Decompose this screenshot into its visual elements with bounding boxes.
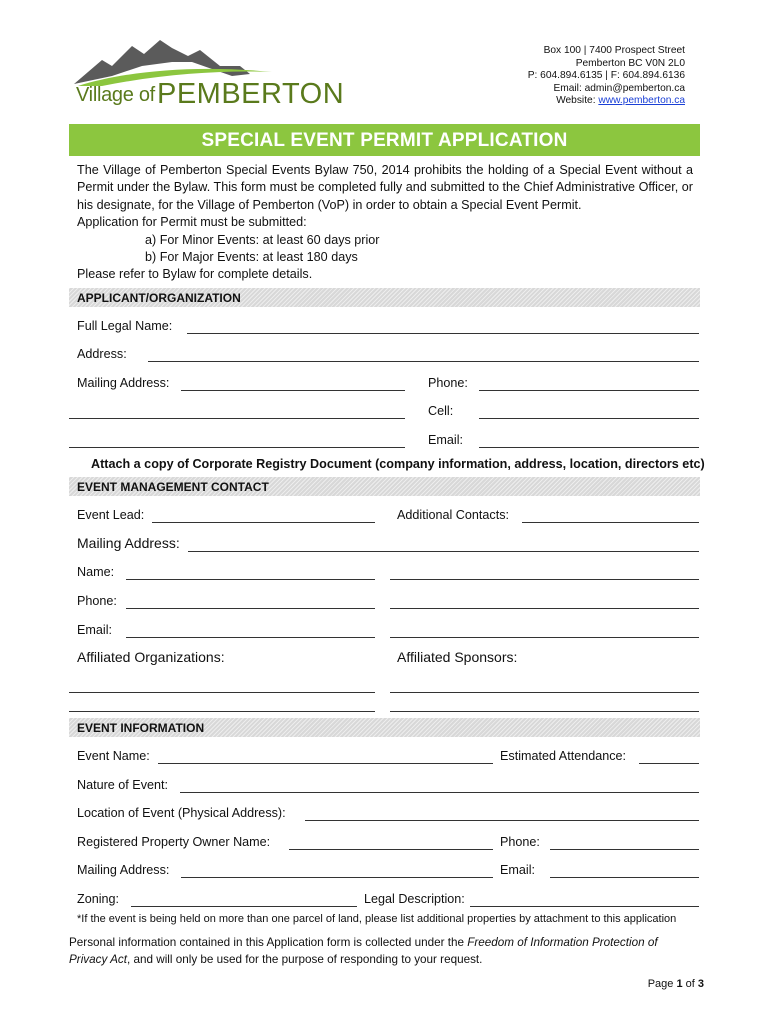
owner-name-field[interactable]: [289, 849, 493, 850]
owner-phone-field[interactable]: [550, 849, 699, 850]
contact-website: Website: www.pemberton.ca: [556, 95, 685, 107]
section-management-heading: EVENT MANAGEMENT CONTACT: [69, 477, 700, 496]
event-location-label: Location of Event (Physical Address):: [77, 806, 286, 820]
estimated-attendance-field[interactable]: [639, 763, 699, 764]
email-label: Email:: [428, 433, 463, 447]
affiliated-sponsors-field-1[interactable]: [390, 692, 699, 693]
mailing-address-field-2[interactable]: [69, 418, 405, 419]
owner-email-field[interactable]: [550, 877, 699, 878]
mgmt-phone-label: Phone:: [77, 594, 117, 608]
section-event-heading: EVENT INFORMATION: [69, 718, 700, 737]
contact-address: Box 100 | 7400 Prospect Street: [543, 45, 685, 56]
email-field[interactable]: [479, 447, 699, 448]
affiliated-sponsors-label: Affiliated Sponsors:: [397, 649, 518, 665]
intro-refer: Please refer to Bylaw for complete details.: [77, 267, 313, 282]
affiliated-orgs-label: Affiliated Organizations:: [77, 649, 225, 665]
intro-item-a: a) For Minor Events: at least 60 days prior: [145, 232, 380, 247]
page-number: Page 1 of 3: [647, 978, 704, 990]
intro-text: [77, 162, 693, 284]
estimated-attendance-label: Estimated Attendance:: [500, 749, 627, 763]
mailing-address-label: Mailing Address:: [77, 376, 170, 390]
mgmt-email-field[interactable]: [126, 637, 375, 638]
additional-email-field[interactable]: [390, 637, 699, 638]
legal-description-label: Legal Description:: [364, 892, 465, 906]
intro-submit-line: Application for Permit must be submitted:: [77, 215, 307, 230]
zoning-field[interactable]: [131, 906, 357, 907]
privacy-act-name: Freedom of Information Protection of Privacy Act: [69, 936, 658, 967]
mgmt-name-label: Name:: [77, 565, 115, 579]
owner-phone-label: Phone:: [500, 835, 540, 849]
affiliated-sponsors-field-2[interactable]: [390, 711, 699, 712]
additional-name-field[interactable]: [390, 579, 699, 580]
affiliated-orgs-field-2[interactable]: [69, 711, 375, 712]
additional-contacts-field[interactable]: [522, 522, 699, 523]
parcel-note: *If the event is being held on more than one parcel of land, please list additional properties by attachment to this application: [77, 913, 677, 925]
additional-contacts-label: Additional Contacts:: [397, 508, 510, 522]
mailing-address-field-3[interactable]: [69, 447, 405, 448]
zoning-label: Zoning:: [77, 892, 120, 906]
mgmt-email-label: Email:: [77, 623, 112, 637]
mgmt-mailing-address-field[interactable]: [188, 551, 699, 552]
section-applicant-heading: APPLICANT/ORGANIZATION: [69, 288, 700, 307]
event-lead-field[interactable]: [152, 522, 375, 523]
address-field[interactable]: [148, 361, 699, 362]
owner-name-label: Registered Property Owner Name:: [77, 835, 271, 849]
mgmt-phone-field[interactable]: [126, 608, 375, 609]
legal-description-field[interactable]: [470, 906, 699, 907]
nature-of-event-field[interactable]: [180, 792, 699, 793]
event-name-field[interactable]: [158, 763, 493, 764]
affiliated-orgs-field-1[interactable]: [69, 692, 375, 693]
website-link[interactable]: www.pemberton.ca: [598, 95, 685, 107]
event-lead-label: Event Lead:: [77, 508, 145, 522]
form-title: SPECIAL EVENT PERMIT APPLICATION: [69, 124, 700, 156]
intro-paragraph: The Village of Pemberton Special Events Bylaw 750, 2014 prohibits the holding of a Special Event without a Permit under the Bylaw. This form must be completed fully and submitted to the Chief Administrative Officer, or his designate, for the Village of Pemberton (VoP) in order to obtain a Special Event Permit.: [77, 163, 693, 212]
contact-block: [528, 45, 685, 108]
address-label: Address:: [77, 347, 127, 361]
logo-village-text: Village of: [76, 84, 155, 106]
attach-registry-note: Attach a copy of Corporate Registry Document (company information, address, location, directors etc): [91, 457, 705, 471]
contact-email: Email: admin@pemberton.ca: [553, 82, 685, 94]
event-name-label: Event Name:: [77, 749, 150, 763]
privacy-notice: Personal information contained in this Application form is collected under the Freedom of Information Protection of Privacy Act, and will only be used for the purpose of responding to your request.: [69, 936, 658, 967]
mgmt-mailing-address-label: Mailing Address:: [77, 535, 180, 551]
additional-phone-field[interactable]: [390, 608, 699, 609]
village-logo: [72, 36, 345, 116]
owner-mailing-address-field[interactable]: [181, 877, 493, 878]
full-legal-name-label: Full Legal Name:: [77, 319, 173, 333]
contact-phone-fax: P: 604.894.6135 | F: 604.894.6136: [527, 70, 685, 82]
nature-of-event-label: Nature of Event:: [77, 778, 169, 792]
owner-mailing-address-label: Mailing Address:: [77, 863, 170, 877]
phone-field[interactable]: [479, 390, 699, 391]
intro-item-b: b) For Major Events: at least 180 days: [145, 250, 358, 265]
contact-city: Pemberton BC V0N 2L0: [575, 57, 685, 69]
event-location-field[interactable]: [305, 820, 699, 821]
phone-label: Phone:: [428, 376, 468, 390]
full-legal-name-field[interactable]: [187, 333, 699, 334]
logo-pemberton-text: PEMBERTON: [157, 78, 345, 110]
cell-label: Cell:: [428, 404, 454, 418]
owner-email-label: Email:: [500, 863, 535, 877]
cell-field[interactable]: [479, 418, 699, 419]
mgmt-name-field[interactable]: [126, 579, 375, 580]
mailing-address-field[interactable]: [181, 390, 405, 391]
